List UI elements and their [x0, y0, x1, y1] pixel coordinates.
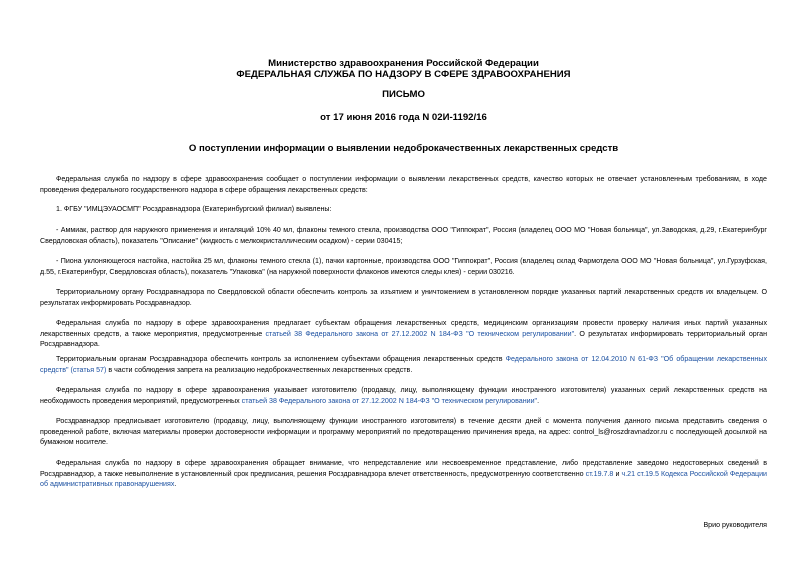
text: Территориальным органам Росздравнадзора обеспечить контроль за исполнением субъектами обращения лекарственных средств [56, 355, 506, 363]
paragraph-territorial-control: Территориальному органу Росздравнадзора по Свердловской области обеспечить контроль за изъятием и уничтожением в установленном порядке указанных партий лекарственных средств их владельцем. О результатах информировать Росздравнадзор. [40, 288, 767, 307]
law-link-184fz[interactable]: статьей 38 Федерального закона от 27.12.2002 N 184-ФЗ "О техническом регулировании" [265, 329, 575, 338]
paragraph-liability [40, 458, 767, 490]
koap-link-19-7-8[interactable]: ст.19.7.8 [585, 469, 614, 478]
text: и [613, 469, 622, 478]
law-link-61fz[interactable]: Федерального закона от 12.04.2010 N 61-ФЗ "Об обращении лекарственных средств" (статья 57) [40, 355, 767, 374]
document-header [0, 58, 807, 80]
text: . О результатах информировать территориальный орган Росздравнадзора. [40, 329, 768, 349]
text: . [537, 396, 540, 405]
agency-name: ФЕДЕРАЛЬНАЯ СЛУЖБА ПО НАДЗОРУ В СФЕРЕ ЗДРАВООХРАНЕНИЯ [236, 69, 571, 80]
signature: Врио руководителя [703, 521, 767, 529]
document-subject: О поступлении информации о выявлении недоброкачественных лекарственных средств [188, 143, 619, 154]
paragraph-intro: Федеральная служба по надзору в сфере здравоохранения сообщает о поступлении информации о выявлении лекарственных средств, качество которых не отвечает установленным требованиям, в ходе проведения федерального государственного надзора в сфере обращения лекарственных средств: [40, 175, 767, 194]
paragraph-peony: - Пиона уклоняющегося настойка, настойка 25 мл, флаконы темного стекла (1), пачки картонные, производства ООО "Гиппократ", Россия (владелец склад Фармотдела ООО МО "Новая больница", ул.Гурзуфская, д.55, г.Екатеринбург, Свердловская область), показатель "Упаковка" (на наружной поверхности флаконов имеются следы клея) - серии 030216. [40, 257, 767, 276]
document-date-number: от 17 июня 2016 года N 02И-1192/16 [320, 112, 487, 123]
document-type: ПИСЬМО [382, 89, 425, 100]
koap-link-19-5[interactable]: ч.21 ст.19.5 Кодекса Российской Федерации об административных правонарушениях [40, 469, 768, 489]
ministry-name: Министерство здравоохранения Российской Федерации [268, 58, 539, 69]
paragraph-sale-ban [40, 354, 767, 375]
text: Федеральная служба по надзору в сфере здравоохранения указывает изготовителю (продавцу, лицу, выполняющему функции иностранного изготовителя) указанных серий лекарственных средств на необходимость проведения мероприятий, предусмотренных [40, 386, 767, 405]
text: в части соблюдения запрета на реализацию недоброкачественных лекарственных средств. [106, 365, 413, 374]
paragraph-prescription: Росздравнадзор предписывает изготовителю (продавцу, лицу, выполняющему функции иностранного изготовителя) в течение десяти дней с момента получения данного письма представить сведения о проведенной работе, включая материалы проверки достоверности информации и программу мероприятий по предотвращению причинения вреда, на адрес: control_ls@roszdravnadzor.ru с последующей досылкой на бумажном носителе. [40, 417, 767, 447]
text: Федеральная служба по надзору в сфере здравоохранения предлагает субъектам обращения лекарственных средств, медицинским организациям провести проверку наличия иных партий указанных лекарственных средств, а также мероприятия, предусмотренные [40, 319, 767, 338]
law-link-184fz-2[interactable]: статьей 38 Федерального закона от 27.12.2002 N 184-ФЗ "О техническом регулировании" [241, 396, 538, 405]
paragraph-item-1: 1. ФГБУ "ИМЦЭУАОСМП" Росздравнадзора (Екатеринбургский филиал) выявлены: [56, 205, 332, 213]
paragraph-ammonia: - Аммиак, раствор для наружного применения и ингаляций 10% 40 мл, флаконы темного стекла, производства ООО "Гиппократ", Россия (владелец ООО МО "Новая больница", ул.Заводская, д.29, г.Екатеринбург Свердловская область), показатель "Описание" (жидкость с мелкокристаллическим осадком) - серии 030415; [40, 226, 767, 245]
paragraph-check-batches [40, 318, 767, 350]
text: . [174, 480, 177, 489]
paragraph-manufacturer [40, 385, 767, 406]
text: Федеральная служба по надзору в сфере здравоохранения обращает внимание, что непредставление или несвоевременное представление, либо представление заведомо недостоверных сведений в Росздравнадзор, а также невыполнение в установленный срок предписания, решения Росздравнадзора влечет ответственность, предусмотренную соответственно [40, 459, 767, 478]
